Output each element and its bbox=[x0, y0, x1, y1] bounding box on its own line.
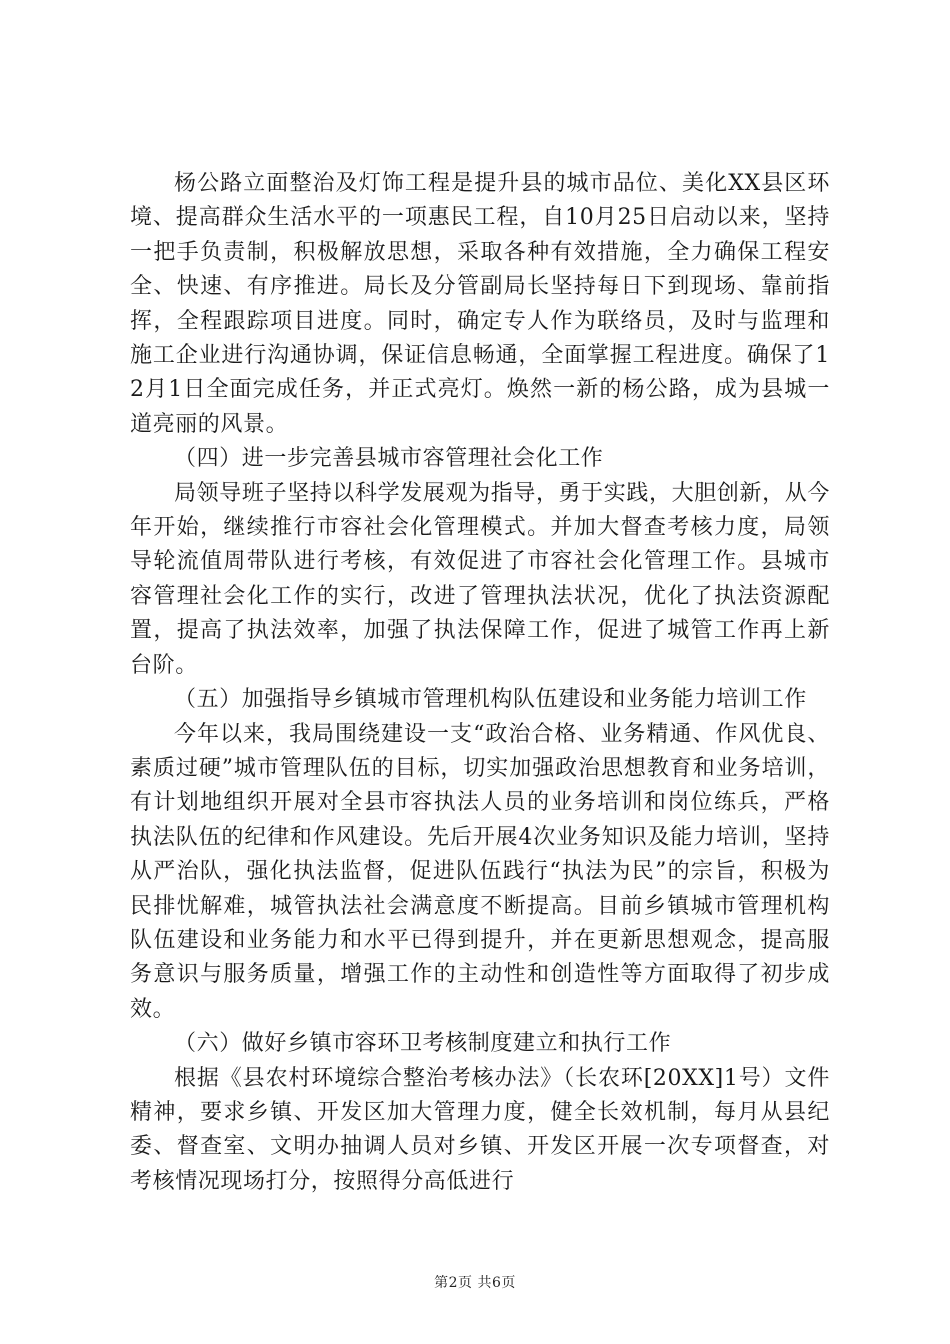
paragraph-socialized-management: 局领导班子坚持以科学发展观为指导，勇于实践，大胆创新，从今年开始，继续推行市容社会化管理模式。并加大督查考核力度，局领导轮流值周带队进行考核，有效促进了市容社会化管理工作。县城市容管理社会化工作的实行，改进了管理执法状况，优化了执法资源配置，提高了执法效率，加强了执法保障工作，促进了城管工作再上新台阶。 bbox=[130, 480, 830, 678]
paragraph-assessment-system: 根据《县农村环境综合整治考核办法》（长农环[20XX]1号）文件精神，要求乡镇、开发区加大管理力度，健全长效机制，每月从县纪委、督查室、文明办抽调人员对乡镇、开发区开展一次专项督查，对考核情况现场打分，按照得分高低进行 bbox=[130, 1065, 830, 1194]
paragraph-lighting-project: 杨公路立面整治及灯饰工程是提升县的城市品位、美化XX县区环境、提高群众生活水平的一项惠民工程，自10月25日启动以来，坚持一把手负责制，积极解放思想，采取各种有效措施，全力确保工程安全、快速、有序推进。局长及分管副局长坚持每日下到现场、靠前指挥，全程跟踪项目进度。同时，确定专人作为联络员，及时与监理和施工企业进行沟通协调，保证信息畅通，全面掌握工程进度。确保了12月1日全面完成任务，并正式亮灯。焕然一新的杨公路，成为县城一道亮丽的风景。 bbox=[130, 171, 830, 437]
document-body bbox=[130, 167, 830, 1199]
paragraph-team-training: 今年以来，我局围绕建设一支“政治合格、业务精通、作风优良、素质过硬”城市管理队伍的目标，切实加强政治思想教育和业务培训，有计划地组织开展对全县市容执法人员的业务培训和岗位练兵，严格执法队伍的纪律和作风建设。先后开展4次业务知识及能力培训，坚持从严治队，强化执法监督，促进队伍践行“执法为民”的宗旨，积极为民排忧解难，城管执法社会满意度不断提高。目前乡镇城市管理机构队伍建设和业务能力和水平已得到提升，并在更新思想观念，提高服务意识与服务质量，增强工作的主动性和创造性等方面取得了初步成效。 bbox=[130, 721, 830, 1022]
section-heading-5: （五）加强指导乡镇城市管理机构队伍建设和业务能力培训工作 bbox=[174, 687, 807, 713]
section-heading-4: （四）进一步完善县城市容管理社会化工作 bbox=[174, 446, 604, 472]
page-footer: 第2页 共6页 bbox=[434, 1275, 516, 1291]
section-heading-6: （六）做好乡镇市容环卫考核制度建立和执行工作 bbox=[174, 1031, 672, 1057]
